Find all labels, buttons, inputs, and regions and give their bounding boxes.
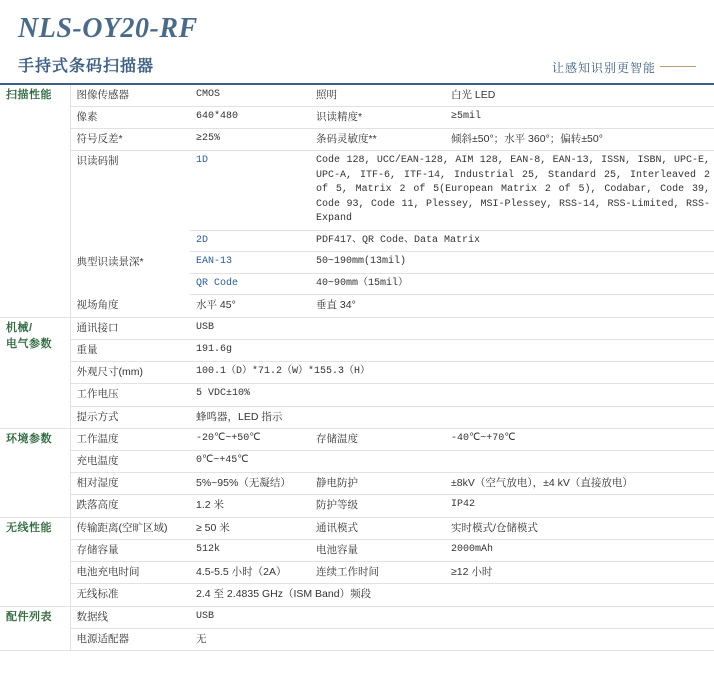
table-row xyxy=(0,450,714,472)
table-row xyxy=(0,295,714,317)
row-value-sensitivity: 倾斜±50°；水平 360°；偏转±50° xyxy=(445,129,714,151)
row-label-range: 传输距离(空旷区域) xyxy=(70,517,190,539)
table-row xyxy=(0,107,714,129)
row-label-ip: 防护等级 xyxy=(310,495,445,517)
row-value-indicator: 蜂鸣器，LED 指示 xyxy=(190,406,714,428)
row-value-symbologies-2d: PDF417、QR Code、Data Matrix xyxy=(310,230,714,252)
row-label-sensitivity: 条码灵敏度** xyxy=(310,129,445,151)
row-value-dof-ean13: 50~190mm(13mil) xyxy=(310,252,714,274)
row-value-drop: 1.2 米 xyxy=(190,495,310,517)
row-label-symbologies: 识读码制 xyxy=(76,155,119,168)
row-label-indicator: 提示方式 xyxy=(70,406,190,428)
row-value-fov-blank xyxy=(445,295,714,317)
table-row xyxy=(0,517,714,539)
group-label-environment: 环境参数 xyxy=(0,428,70,517)
table-row xyxy=(0,495,714,517)
table-row xyxy=(0,317,714,339)
group-label-mechanical-line2: 电气参数 xyxy=(6,337,52,350)
table-row xyxy=(0,562,714,584)
row-value-accuracy: ≥5mil xyxy=(445,107,714,129)
table-row xyxy=(0,628,714,650)
table-row xyxy=(0,406,714,428)
row-value-symbologies-1d: Code 128, UCC/EAN-128, AIM 128, EAN-8, EAN-13, ISSN, ISBN, UPC-E, UPC-A, ITF-6, ITF-14, Industrial 25, Standard 25, Interleaved 2 of 5, Matrix 2 of 5(European Matrix 2 of 5), Codabar, Code 39, Code 93, Code 11, Plessey, MSI-Plessey, RSS-14, RSS-Limited, RSS-Expand xyxy=(310,151,714,231)
row-label-comm-mode: 通讯模式 xyxy=(310,517,445,539)
group-label-wireless: 无线性能 xyxy=(0,517,70,606)
row-label-pixels: 像素 xyxy=(70,107,190,129)
row-value-fov-v: 垂直 34° xyxy=(310,295,445,317)
table-row xyxy=(0,584,714,606)
row-label-interface: 通讯接口 xyxy=(70,317,190,339)
table-row xyxy=(0,252,714,274)
row-label-dimensions: 外观尺寸(mm) xyxy=(70,362,190,384)
row-label-battery: 电池容量 xyxy=(310,539,445,561)
table-row xyxy=(0,473,714,495)
row-label-work-time: 连续工作时间 xyxy=(310,562,445,584)
table-row xyxy=(0,428,714,450)
table-row xyxy=(0,85,714,107)
table-row xyxy=(0,151,714,231)
row-label-charge-temp: 充电温度 xyxy=(70,450,190,472)
specifications-table xyxy=(0,85,714,651)
row-label-prd: 符号反差* xyxy=(70,129,190,151)
row-value-comm-mode: 实时模式/仓储模式 xyxy=(445,517,714,539)
table-row xyxy=(0,362,714,384)
row-label-op-temp: 工作温度 xyxy=(70,428,190,450)
row-value-charge-temp: 0℃~+45℃ xyxy=(190,450,714,472)
row-value-battery: 2000mAh xyxy=(445,539,714,561)
table-row xyxy=(0,339,714,361)
row-value-fov-h: 水平 45° xyxy=(190,295,310,317)
row-value-data-cable: USB xyxy=(190,606,714,628)
row-tag-ean13: EAN-13 xyxy=(190,252,310,274)
row-label-dof: 典型识读景深* xyxy=(76,255,144,268)
row-label-esd: 静电防护 xyxy=(310,473,445,495)
row-tag-qrcode: QR Code xyxy=(190,273,310,295)
row-value-adapter: 无 xyxy=(190,628,714,650)
row-value-weight: 191.6g xyxy=(190,339,714,361)
table-row xyxy=(0,539,714,561)
group-label-mechanical-line1: 机械/ xyxy=(6,321,33,334)
slogan-rule-icon xyxy=(660,66,696,67)
row-label-humidity: 相对湿度 xyxy=(70,473,190,495)
row-value-ip: IP42 xyxy=(445,495,714,517)
row-value-esd: ±8kV（空气放电），±4 kV（直接放电） xyxy=(445,473,714,495)
row-value-voltage: 5 VDC±10% xyxy=(190,384,714,406)
group-label-scan: 扫描性能 xyxy=(0,85,70,317)
row-label-adapter: 电源适配器 xyxy=(70,628,190,650)
row-value-storage: 512k xyxy=(190,539,310,561)
header-subrow xyxy=(0,45,714,76)
group-label-accessories: 配件列表 xyxy=(0,606,70,650)
row-label-fov: 视场角度 xyxy=(70,295,190,317)
row-value-store-temp: -40℃~+70℃ xyxy=(445,428,714,450)
row-value-charge-time: 4.5-5.5 小时（2A） xyxy=(190,562,310,584)
row-label-charge-time: 电池充电时间 xyxy=(70,562,190,584)
row-value-humidity: 5%~95%（无凝结） xyxy=(190,473,310,495)
row-value-wireless-std: 2.4 至 2.4835 GHz（ISM Band）频段 xyxy=(190,584,714,606)
row-tag-2d: 2D xyxy=(190,230,310,252)
row-label-voltage: 工作电压 xyxy=(70,384,190,406)
row-label-drop: 跌落高度 xyxy=(70,495,190,517)
row-label-image-sensor: 图像传感器 xyxy=(70,85,190,107)
row-value-op-temp: -20℃~+50℃ xyxy=(190,428,310,450)
row-label-illumination: 照明 xyxy=(310,85,445,107)
row-label-store-temp: 存储温度 xyxy=(310,428,445,450)
row-value-dof-qr: 40~90mm（15mil） xyxy=(310,273,714,295)
slogan-text: 让感知识别更智能 xyxy=(551,60,656,75)
table-row xyxy=(0,606,714,628)
row-value-illumination: 白光 LED xyxy=(445,85,714,107)
row-label-wireless-std: 无线标准 xyxy=(70,584,190,606)
row-value-prd: ≥25% xyxy=(190,129,310,151)
row-value-work-time: ≥12 小时 xyxy=(445,562,714,584)
row-value-dimensions: 100.1（D）*71.2（W）*155.3（H） xyxy=(190,362,714,384)
row-value-range: ≥ 50 米 xyxy=(190,517,310,539)
product-subtitle: 手持式条码扫描器 xyxy=(18,57,155,75)
brand-slogan xyxy=(552,59,696,76)
group-label-mechanical xyxy=(0,317,70,428)
row-value-pixels: 640*480 xyxy=(190,107,310,129)
table-row xyxy=(0,384,714,406)
row-label-accuracy: 识读精度* xyxy=(310,107,445,129)
row-value-interface: USB xyxy=(190,317,714,339)
page-header xyxy=(0,0,714,85)
row-label-weight: 重量 xyxy=(70,339,190,361)
row-label-data-cable: 数据线 xyxy=(70,606,190,628)
row-value-image-sensor: CMOS xyxy=(190,85,310,107)
table-row xyxy=(0,129,714,151)
row-tag-1d: 1D xyxy=(190,151,310,231)
row-label-storage: 存储容量 xyxy=(70,539,190,561)
product-model: NLS-OY20-RF xyxy=(18,13,198,44)
